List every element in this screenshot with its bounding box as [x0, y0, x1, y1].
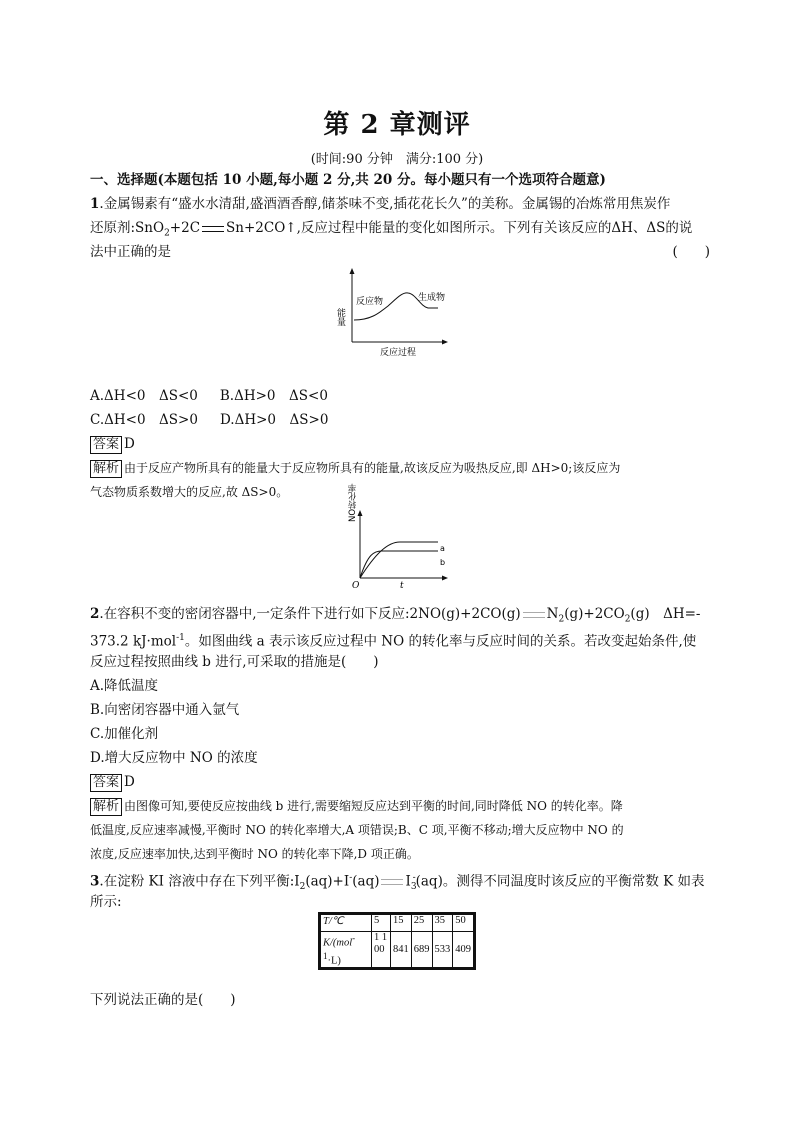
equilibrium-arrow-icon — [381, 879, 403, 885]
product-label: 生成物 — [418, 293, 446, 303]
q2-explanation-line2: 低温度,反应速率减慢,平衡时 NO 的转化率增大,A 项错误;B、C 项,平衡不移动;增大反应物中 NO 的 — [90, 823, 624, 837]
q2-explanation-line1 — [90, 794, 710, 818]
q2-text-1c: (g)+2CO — [564, 606, 625, 622]
conversion-chart — [338, 483, 456, 596]
q2-text-2a: 373.2 kJ·mol — [90, 633, 177, 650]
q3-text-1c: (aq) — [352, 873, 380, 890]
q3-number: 3 — [90, 873, 100, 890]
q2-explanation-line3: 浓度,反应速率加快,达到平衡时 NO 的转化率下降,D 项正确。 — [90, 847, 419, 861]
q1-options-row1 — [90, 384, 710, 408]
series-a-label: a — [440, 544, 445, 553]
q1-option-d: D.ΔH>0 ΔS>0 — [219, 412, 329, 428]
conversion-ylabel: NO转化率 — [348, 483, 358, 522]
q2-text-1a: .在容积不变的密闭容器中,一定条件下进行如下反应:2NO(g)+2CO(g) — [99, 606, 521, 622]
origin-label: O — [352, 581, 360, 591]
explanation-tag: 解析 — [90, 798, 122, 816]
q3-line1: 3.在淀粉 KI 溶液中存在下列平衡$:I_2(aq)+I^-(aq)$ $I_3^-(aq)$。测得不同温度时该反应的平衡常数 K 如表 — [90, 873, 705, 893]
time-info: (时间:90 分钟 满分:100 分) — [310, 152, 484, 167]
q1-explanation-line2: 气态物质系数增大的反应,故 ΔS>0。 — [90, 485, 289, 499]
table-row — [321, 915, 474, 932]
table-cell: 5 — [372, 915, 391, 932]
q1-answer — [90, 432, 710, 456]
energy-xlabel: 反应过程 — [380, 348, 417, 358]
table-cell: 409 — [453, 932, 474, 968]
table-cell: 1 100 — [372, 932, 391, 968]
series-b-line — [360, 551, 438, 578]
q1-option-a: A.ΔH<0 ΔS<0 — [90, 388, 198, 404]
q2-number: 2 — [90, 606, 100, 622]
q3-text-1b: (aq)+I — [305, 873, 350, 890]
q3-question: 下列说法正确的是( ) — [90, 992, 236, 1008]
q3-line2: 所示: — [90, 894, 122, 910]
q3-text-1a: .在淀粉 KI 溶液中存在下列平衡:I — [99, 873, 300, 890]
table-cell: 533 — [432, 932, 453, 968]
series-a-line — [360, 542, 438, 578]
table-cell: 35 — [432, 915, 453, 932]
q1-options-row2 — [90, 408, 710, 432]
q2-option-c: C.加催化剂 — [90, 726, 159, 742]
energy-diagram — [336, 266, 456, 360]
q2-answer — [90, 770, 710, 794]
equilibrium-arrow-icon — [523, 612, 545, 618]
q1-answer-value: D — [124, 436, 135, 452]
q2-expl-text-1: 由图像可知,要使反应按曲线 b 进行,需要缩短反应达到平衡的时间,同时降低 NO 的转化率。降 — [124, 799, 623, 813]
table-cell: 841 — [391, 932, 412, 968]
table-cell: K/(mol- $^1$·L) — [321, 932, 372, 968]
q1-option-b: B.ΔH>0 ΔS<0 — [219, 388, 328, 404]
q2-text-1d: (g) ΔH=- — [630, 606, 701, 622]
q3-text-1e: (aq)。测得不同温度时该反应的平衡常数 K 如表 — [415, 873, 705, 890]
table-cell: 25 — [411, 915, 432, 932]
equals-arrow-icon — [202, 226, 224, 232]
section-heading: 一、选择题(本题包括 10 小题,每小题 2 分,共 20 分。每小题只有一个选项符合题意) — [90, 172, 606, 188]
q1-expl-text-1: 由于反应产物所具有的能量大于反应物所具有的能量,故该反应为吸热反应,即 ΔH>0;该反应为 — [124, 461, 621, 475]
q1-text-2b: +2C — [169, 220, 201, 236]
reactant-label: 反应物 — [356, 297, 384, 307]
q1-answer-paren: ( ) — [672, 244, 710, 260]
q1-text-3: 法中正确的是 — [90, 244, 171, 260]
table-cell: 50 — [453, 915, 474, 932]
q1-line3 — [90, 240, 710, 264]
table-cell: 15 — [391, 915, 412, 932]
q2-text-2b: 。如图曲线 a 表示该反应过程中 NO 的转化率与反应时间的关系。若改变起始条件,使 — [184, 633, 697, 650]
table-cell: T/℃ — [321, 915, 372, 932]
q2-answer-value: D — [124, 774, 135, 790]
q3-text-1d: I — [405, 873, 411, 890]
k-table — [318, 912, 476, 970]
q2-line1: 2.在容积不变的密闭容器中,一定条件下进行如下反应:2NO(g)+2CO(g) $N_2(g)+2CO_2(g)$ ΔH=- — [90, 606, 701, 625]
conversion-axes — [358, 510, 449, 581]
q1-text-1: .金属锡素有“盛水水清甜,盛酒酒香醇,储茶味不变,插花花长久”的美称。金属锡的冶炼常用焦炭作 — [99, 196, 671, 212]
q1-text-2c: Sn+2CO↑,反应过程中能量的变化如图所示。下列有关该反应的ΔH、ΔS的说 — [226, 220, 693, 236]
q2-option-a: A.降低温度 — [90, 678, 159, 694]
answer-tag: 答案 — [90, 774, 122, 792]
q2-line2: 373.2 kJ·mol$^{-1}$。如图曲线 a 表示该反应过程中 NO 的转化率与反应时间的关系。若改变起始条件,使 — [90, 633, 697, 650]
energy-ylabel: 能量 — [335, 308, 345, 326]
series-b-label: b — [440, 558, 446, 567]
page-title: 第 2 章测评 — [323, 110, 471, 140]
q1-option-c: C.ΔH<0 ΔS>0 — [90, 412, 198, 428]
answer-tag: 答案 — [90, 436, 122, 454]
q1-line1 — [90, 192, 710, 216]
q1-explanation-line1 — [90, 456, 710, 480]
q2-line3: 反应过程按照曲线 b 进行,可采取的措施是( ) — [90, 654, 379, 670]
q2-option-d: D.增大反应物中 NO 的浓度 — [90, 750, 258, 766]
q1-line2: 还原剂:SnO$_2$+2C Sn+2CO↑,反应过程中能量的变化如图所示。下列有关该反应的ΔH、ΔS的说 — [90, 220, 693, 239]
explanation-tag: 解析 — [90, 460, 122, 478]
q2-option-b: B.向密闭容器中通入氩气 — [90, 702, 240, 718]
q2-text-1b: N — [546, 606, 559, 622]
q1-text-2a: 还原剂:SnO — [90, 220, 165, 236]
conversion-xlabel: t — [400, 581, 404, 591]
q1-number: 1 — [90, 196, 100, 212]
table-cell: 689 — [411, 932, 432, 968]
table-row — [321, 932, 474, 968]
